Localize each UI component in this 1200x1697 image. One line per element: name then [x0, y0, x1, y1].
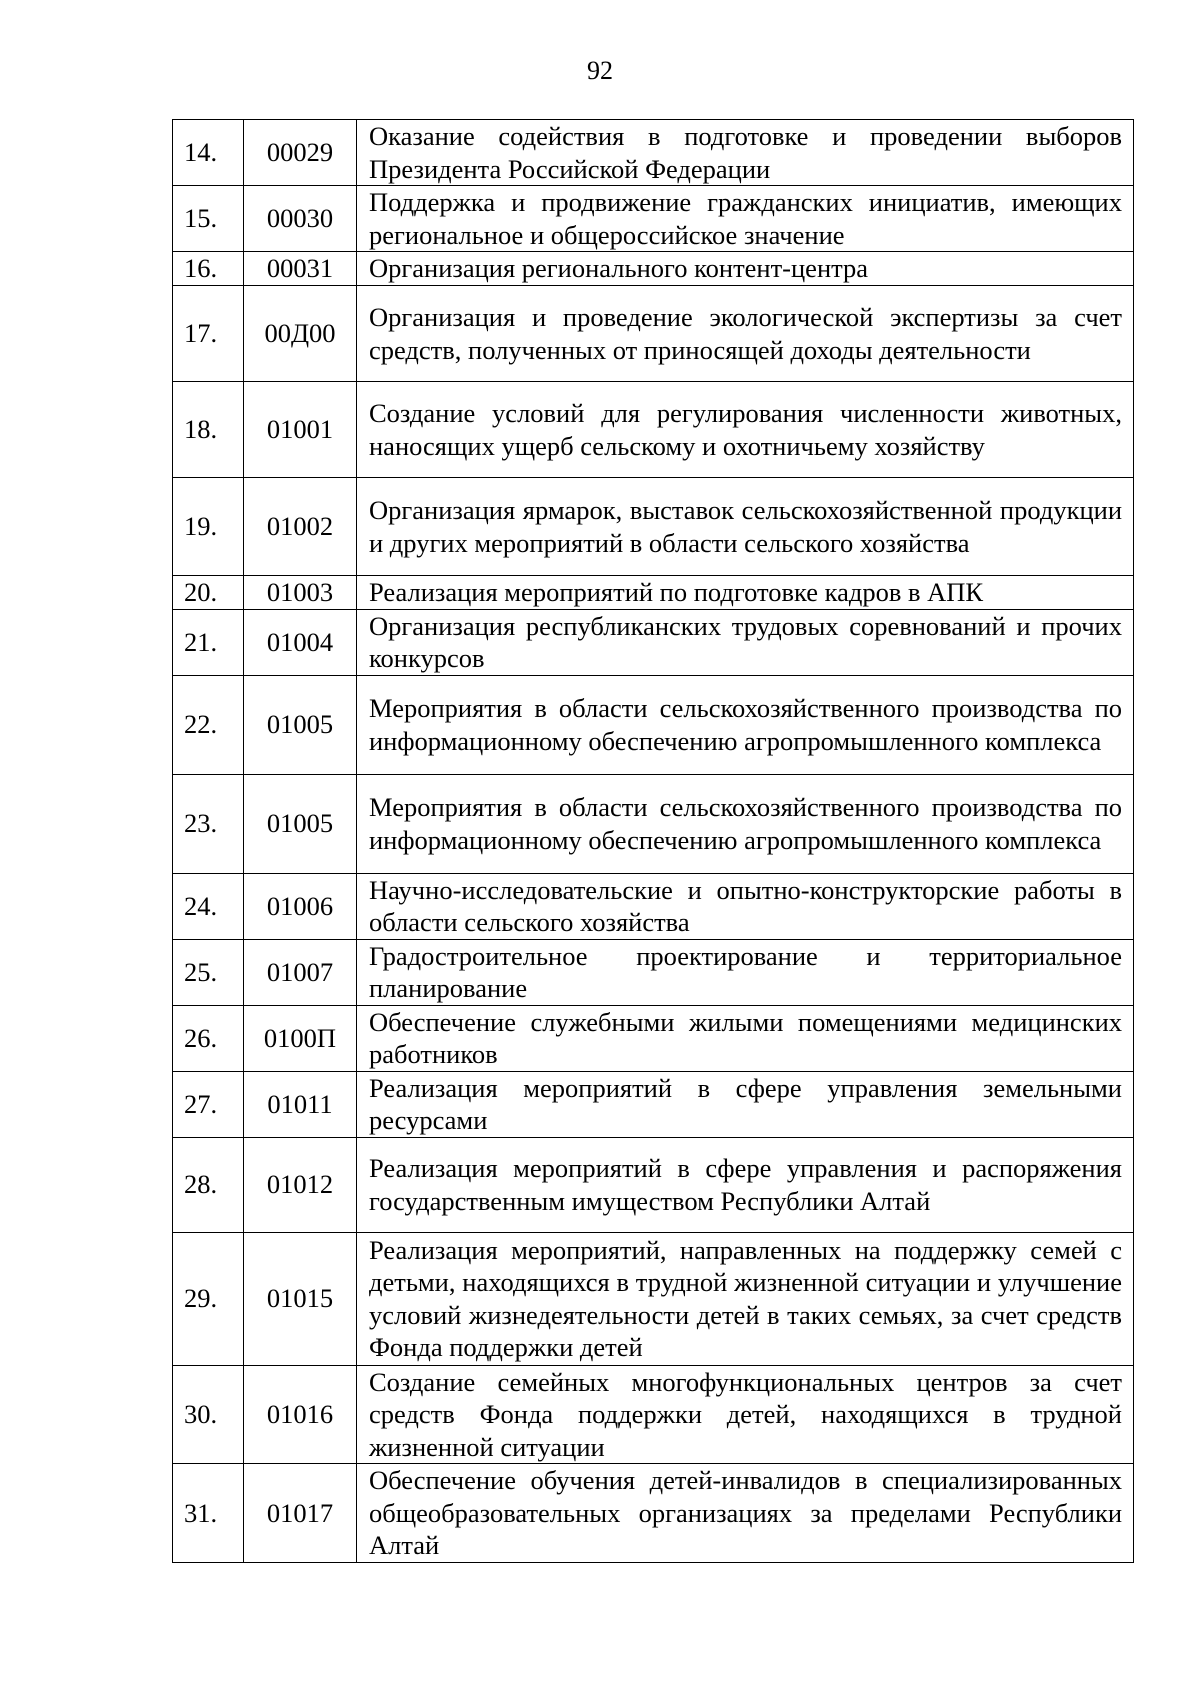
table-row — [173, 252, 1134, 286]
row-code: 01005 — [244, 675, 357, 774]
row-description: Организация регионального контент-центра — [357, 252, 1134, 286]
table-row — [173, 1464, 1134, 1563]
row-description: Реализация мероприятий, направленных на поддержку семей с детьми, находящихся в трудной жизненной ситуации и улучшение условий жизнедеятельности детей в таких семьях, за счет средств Фонда поддержки детей — [357, 1232, 1134, 1365]
row-code: 00Д00 — [244, 286, 357, 382]
row-description: Поддержка и продвижение гражданских инициатив, имеющих региональное и общероссийское значение — [357, 186, 1134, 252]
row-code: 01011 — [244, 1071, 357, 1137]
row-number: 27. — [173, 1071, 244, 1137]
row-number: 28. — [173, 1137, 244, 1232]
row-description: Создание условий для регулирования численности животных, наносящих ущерб сельскому и охотничьему хозяйству — [357, 382, 1134, 478]
table-row — [173, 939, 1134, 1005]
table-row — [173, 609, 1134, 675]
row-number: 22. — [173, 675, 244, 774]
row-code: 0100П — [244, 1005, 357, 1071]
row-description: Организация республиканских трудовых соревнований и прочих конкурсов — [357, 609, 1134, 675]
classification-table — [172, 119, 1134, 1563]
table-row — [173, 186, 1134, 252]
row-number: 24. — [173, 873, 244, 939]
row-description: Организация ярмарок, выставок сельскохозяйственной продукции и других мероприятий в области сельского хозяйства — [357, 478, 1134, 576]
page-number: 92 — [587, 56, 613, 85]
row-description: Обеспечение обучения детей-инвалидов в специализированных общеобразовательных организациях за пределами Республики Алтай — [357, 1464, 1134, 1563]
row-code: 01015 — [244, 1232, 357, 1365]
row-description: Реализация мероприятий по подготовке кадров в АПК — [357, 576, 1134, 610]
row-number: 23. — [173, 774, 244, 873]
row-code: 01003 — [244, 576, 357, 610]
table-row — [173, 382, 1134, 478]
row-code: 01017 — [244, 1464, 357, 1563]
table-row — [173, 1005, 1134, 1071]
row-description: Градостроительное проектирование и территориальное планирование — [357, 939, 1134, 1005]
row-code: 01002 — [244, 478, 357, 576]
table-row — [173, 576, 1134, 610]
row-description: Реализация мероприятий в сфере управления земельными ресурсами — [357, 1071, 1134, 1137]
row-number: 30. — [173, 1365, 244, 1464]
row-number: 14. — [173, 120, 244, 186]
table-row — [173, 1365, 1134, 1464]
row-code: 01007 — [244, 939, 357, 1005]
row-description: Научно-исследовательские и опытно-конструкторские работы в области сельского хозяйства — [357, 873, 1134, 939]
row-description: Создание семейных многофункциональных центров за счет средств Фонда поддержки детей, находящихся в трудной жизненной ситуации — [357, 1365, 1134, 1464]
row-number: 26. — [173, 1005, 244, 1071]
row-description: Мероприятия в области сельскохозяйственного производства по информационному обеспечению агропромышленного комплекса — [357, 774, 1134, 873]
row-description: Обеспечение служебными жилыми помещениями медицинских работников — [357, 1005, 1134, 1071]
row-description: Оказание содействия в подготовке и проведении выборов Президента Российской Федерации — [357, 120, 1134, 186]
row-number: 17. — [173, 286, 244, 382]
row-code: 00029 — [244, 120, 357, 186]
row-number: 18. — [173, 382, 244, 478]
row-number: 31. — [173, 1464, 244, 1563]
table-row — [173, 774, 1134, 873]
table-row — [173, 478, 1134, 576]
table-row — [173, 873, 1134, 939]
table-row — [173, 120, 1134, 186]
row-number: 21. — [173, 609, 244, 675]
table-row — [173, 286, 1134, 382]
row-description: Реализация мероприятий в сфере управления и распоряжения государственным имуществом Республики Алтай — [357, 1137, 1134, 1232]
row-description: Организация и проведение экологической экспертизы за счет средств, полученных от приносящей доходы деятельности — [357, 286, 1134, 382]
row-number: 15. — [173, 186, 244, 252]
table-row — [173, 1137, 1134, 1232]
table-row — [173, 675, 1134, 774]
row-code: 01012 — [244, 1137, 357, 1232]
row-code: 01006 — [244, 873, 357, 939]
row-number: 16. — [173, 252, 244, 286]
row-code: 01016 — [244, 1365, 357, 1464]
table-row — [173, 1071, 1134, 1137]
row-number: 20. — [173, 576, 244, 610]
table-row — [173, 1232, 1134, 1365]
row-code: 00030 — [244, 186, 357, 252]
row-number: 19. — [173, 478, 244, 576]
row-code: 01001 — [244, 382, 357, 478]
row-number: 29. — [173, 1232, 244, 1365]
row-number: 25. — [173, 939, 244, 1005]
row-code: 01004 — [244, 609, 357, 675]
row-code: 01005 — [244, 774, 357, 873]
row-description: Мероприятия в области сельскохозяйственного производства по информационному обеспечению агропромышленного комплекса — [357, 675, 1134, 774]
row-code: 00031 — [244, 252, 357, 286]
